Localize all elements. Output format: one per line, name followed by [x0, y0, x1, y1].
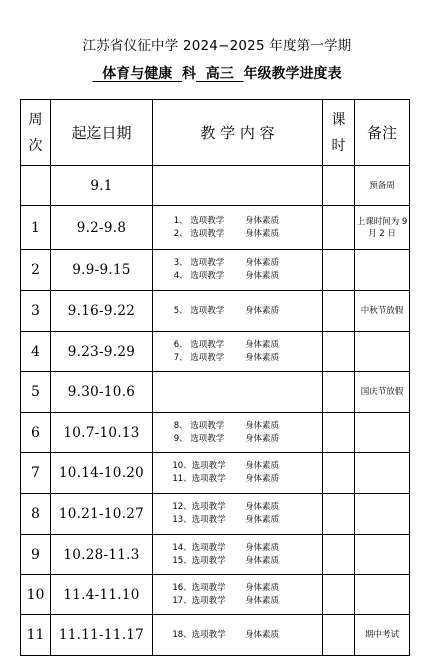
lesson-item: 9、 选项教学 [173, 433, 225, 444]
content-line [153, 542, 322, 555]
week-cell: 2 [21, 250, 51, 291]
lesson-item: 18、选项教学 [172, 629, 226, 640]
table-row [21, 332, 410, 372]
lesson-focus: 身体素质 [245, 339, 280, 350]
note-cell: 中秋节放假 [355, 291, 410, 332]
content-line [153, 352, 322, 365]
subject-suffix: 科 [182, 66, 196, 82]
note-cell [355, 453, 410, 494]
date-cell: 9.16-9.22 [51, 291, 153, 332]
content-cell [153, 332, 323, 372]
week-cell: 3 [21, 291, 51, 332]
lesson-focus: 身体素质 [245, 305, 280, 316]
content-cell [153, 615, 323, 656]
lesson-focus: 身体素质 [245, 215, 280, 226]
note-cell [355, 535, 410, 575]
content-line [153, 501, 322, 514]
week-cell: 10 [21, 575, 51, 615]
lesson-item: 3、 选项教学 [173, 258, 225, 268]
hours-cell [323, 206, 355, 250]
header-row [21, 100, 410, 166]
content-cell [153, 291, 323, 332]
lesson-item: 6、 选项教学 [173, 339, 225, 350]
content-cell [153, 206, 323, 250]
note-cell: 上课时间为 9 月 2 日 [355, 206, 410, 250]
content-line [153, 420, 322, 433]
lesson-item: 17、选项教学 [172, 595, 226, 606]
lesson-item: 12、选项教学 [172, 502, 226, 512]
subject-field: 体育与健康 [92, 66, 182, 82]
content-line [153, 215, 322, 228]
grade-suffix: 年级教学进度表 [243, 66, 342, 82]
content-line [153, 629, 322, 642]
content-line [153, 460, 322, 473]
date-cell: 9.30-10.6 [51, 372, 153, 413]
hours-cell [323, 250, 355, 291]
content-cell [153, 250, 323, 291]
lesson-focus: 身体素质 [245, 461, 280, 471]
lesson-item: 1、 选项教学 [173, 215, 225, 226]
lesson-focus: 身体素质 [245, 595, 280, 606]
date-cell: 11.11-11.17 [51, 615, 153, 656]
table-row [21, 535, 410, 575]
table-row [21, 615, 410, 656]
date-cell: 10.21-10.27 [51, 494, 153, 535]
schedule-subtitle [0, 63, 434, 83]
header-week-char-1: 周 [28, 111, 43, 128]
content-cell [153, 166, 323, 206]
date-cell: 9.2-9.8 [51, 206, 153, 250]
week-cell: 4 [21, 332, 51, 372]
week-cell [21, 166, 51, 206]
lesson-focus: 身体素质 [245, 555, 280, 566]
week-cell: 5 [21, 372, 51, 413]
lesson-focus: 身体素质 [245, 258, 280, 268]
hours-cell [323, 535, 355, 575]
week-cell: 7 [21, 453, 51, 494]
date-cell: 9.23-9.29 [51, 332, 153, 372]
date-cell: 10.28-11.3 [51, 535, 153, 575]
table-row [21, 372, 410, 413]
content-cell [153, 413, 323, 453]
table-row [21, 494, 410, 535]
lesson-focus: 身体素质 [245, 352, 280, 363]
content-line [153, 473, 322, 486]
note-cell: 期中考试 [355, 615, 410, 656]
table-row [21, 166, 410, 206]
content-line [153, 595, 322, 608]
content-cell [153, 575, 323, 615]
hours-cell [323, 413, 355, 453]
content-cell [153, 494, 323, 535]
lesson-item: 11、选项教学 [172, 474, 226, 484]
header-date: 起迄日期 [51, 100, 153, 166]
content-line [153, 270, 322, 283]
date-cell: 10.7-10.13 [51, 413, 153, 453]
content-line [153, 228, 322, 241]
table-row [21, 206, 410, 250]
hours-cell [323, 372, 355, 413]
week-cell: 9 [21, 535, 51, 575]
hours-cell [323, 453, 355, 494]
week-cell: 11 [21, 615, 51, 656]
content-cell [153, 372, 323, 413]
date-cell: 9.1 [51, 166, 153, 206]
hours-cell [323, 332, 355, 372]
lesson-focus: 身体素质 [245, 502, 280, 512]
header-note: 备注 [355, 100, 410, 166]
content-line [153, 514, 322, 527]
content-line [153, 555, 322, 568]
lesson-item: 14、选项教学 [172, 542, 226, 553]
content-cell [153, 535, 323, 575]
hours-cell [323, 291, 355, 332]
content-line [153, 433, 322, 446]
lesson-item: 2、 选项教学 [173, 228, 225, 239]
lesson-item: 15、选项教学 [172, 555, 226, 566]
lesson-focus: 身体素质 [245, 542, 280, 553]
lesson-item: 10、选项教学 [172, 461, 226, 471]
week-cell: 8 [21, 494, 51, 535]
hours-cell [323, 166, 355, 206]
header-week-char-2: 次 [28, 137, 43, 154]
table-row [21, 291, 410, 332]
lesson-item: 7、 选项教学 [173, 352, 225, 363]
lesson-focus: 身体素质 [245, 420, 280, 431]
content-cell [153, 453, 323, 494]
lesson-focus: 身体素质 [245, 582, 280, 593]
date-cell: 11.4-11.10 [51, 575, 153, 615]
date-cell: 10.14-10.20 [51, 453, 153, 494]
header-hours-char-1: 课 [331, 111, 346, 128]
header-week [21, 100, 51, 166]
hours-cell [323, 494, 355, 535]
date-cell: 9.9-9.15 [51, 250, 153, 291]
lesson-item: 5、 选项教学 [173, 305, 225, 316]
lesson-item: 13、选项教学 [172, 515, 226, 525]
note-cell [355, 575, 410, 615]
hours-cell [323, 615, 355, 656]
header-hours [323, 100, 355, 166]
lesson-focus: 身体素质 [245, 271, 280, 281]
content-line [153, 257, 322, 270]
grade-field: 高三 [196, 66, 244, 82]
hours-cell [323, 575, 355, 615]
table-row [21, 413, 410, 453]
schedule-table [20, 99, 410, 656]
table-row [21, 250, 410, 291]
lesson-focus: 身体素质 [245, 228, 280, 239]
content-line [153, 305, 322, 318]
note-cell: 预备周 [355, 166, 410, 206]
header-hours-char-2: 时 [331, 137, 346, 154]
note-cell [355, 494, 410, 535]
header-content: 教 学 内 容 [153, 100, 323, 166]
note-cell [355, 250, 410, 291]
lesson-focus: 身体素质 [245, 474, 280, 484]
content-line [153, 582, 322, 595]
table-row [21, 453, 410, 494]
lesson-focus: 身体素质 [245, 629, 280, 640]
lesson-item: 8、 选项教学 [173, 420, 225, 431]
week-cell: 6 [21, 413, 51, 453]
note-cell [355, 413, 410, 453]
table-row [21, 575, 410, 615]
content-line [153, 339, 322, 352]
week-cell: 1 [21, 206, 51, 250]
note-cell [355, 332, 410, 372]
document-title: 江苏省仪征中学 2024−2025 年度第一学期 [82, 38, 352, 54]
lesson-item: 16、选项教学 [172, 582, 226, 593]
note-cell: 国庆节放假 [355, 372, 410, 413]
lesson-item: 4、 选项教学 [173, 271, 225, 281]
lesson-focus: 身体素质 [245, 515, 280, 525]
lesson-focus: 身体素质 [245, 433, 280, 444]
